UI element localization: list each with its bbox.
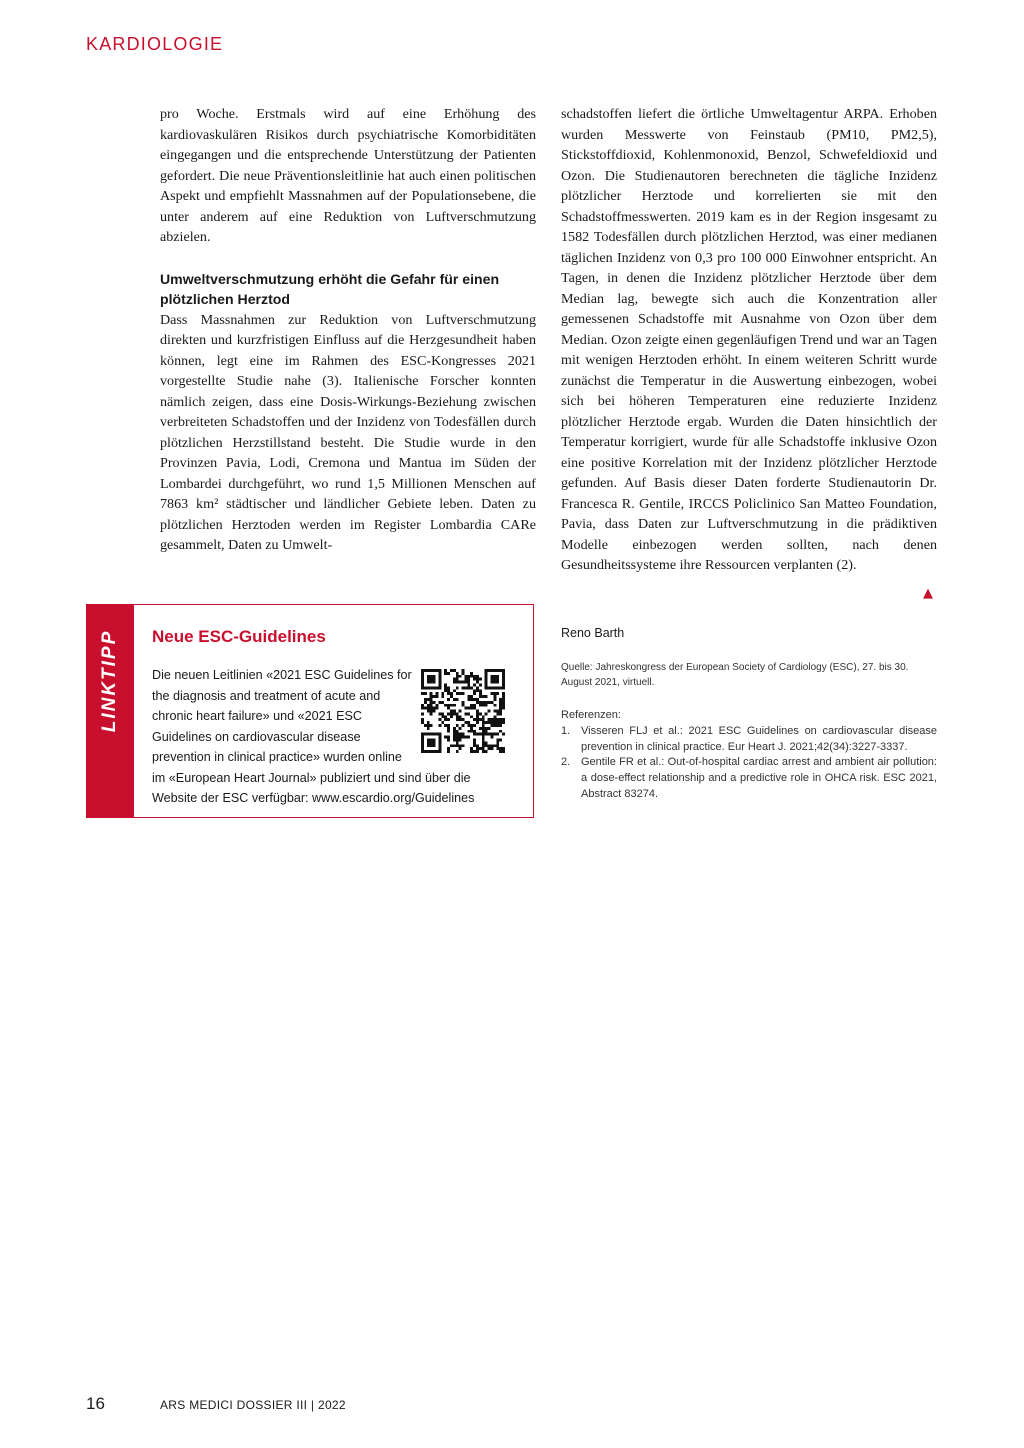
reference-number: 1.	[561, 724, 571, 737]
link-tip-label: LINKTIPP	[99, 629, 120, 733]
body-paragraph: Dass Massnahmen zur Reduktion von Luftverschmutzung direkten und kurzfristigen Einfluss auf die Herzgesundheit haben können, legt eine im Rahmen des ESC-Kongresses 2021 vorgestellte Studie nahe (3). Italienische Forscher konnten nämlich zeigen, dass eine Dosis-Wirkungs-Beziehung zwischen verbreiteten Schadstoffen und der Inzidenz von Todesfällen durch plötzlichen Herzstillstand besteht. Die Studie wurde in den Provinzen Pavia, Lodi, Cremona und Mantua im Süden der Lombardei durchgeführt, wo rund 1,5 Millionen Menschen auf 7863 km² städtischer und ländlicher Gebiete leben. Daten zu plötzlichen Herztoden werden im Register Lombardia CARe gesammelt, Daten zu Umwelt-	[160, 311, 536, 553]
author-name: Reno Barth	[561, 626, 625, 640]
section-header: KARDIOLOGIE	[86, 34, 224, 54]
reference-text: Visseren FLJ et al.: 2021 ESC Guidelines on cardiovascular disease prevention in clinical practice. Eur Heart J. 2021;42(34):3227-3337.	[581, 724, 937, 753]
left-column	[160, 104, 536, 556]
references	[561, 708, 937, 803]
body-paragraph: pro Woche. Erstmals wird auf eine Erhöhung des kardiovaskulären Risikos durch psychiatrische Komorbiditäten eingegangen und die entsprechende Unterstützung der Patienten gefordert. Die neue Präventionsleitlinie hat auch einen politischen Aspekt und empfiehlt Massnahmen auf der Populationsebene, die unter anderem auf eine Reduktion von Luftverschmutzung abzielen.	[160, 106, 536, 245]
references-title: Referenzen:	[561, 709, 621, 721]
link-tip-box	[86, 604, 534, 818]
end-triangle-icon: ▲	[923, 586, 933, 601]
link-tip-text: Die neuen Leitlinien «2021 ESC Guidelines for the diagnosis and treatment of acute and chronic heart failure» und «2021 ESC Guidelines on cardiovascular disease prevention in clinical practice» wurden online im «European Heart Journal» publiziert und sind über die Website der ESC verfügbar: www.escardio.org/Guidelines	[152, 668, 475, 805]
page-number: 16	[86, 1394, 105, 1413]
link-tip-text-block	[152, 665, 517, 809]
reference-item	[561, 724, 937, 756]
link-tip-tab	[87, 605, 134, 817]
reference-item	[561, 755, 937, 802]
journal-footer: ARS MEDICI DOSSIER III | 2022	[160, 1398, 346, 1412]
body-paragraph: schadstoffen liefert die örtliche Umweltagentur ARPA. Erhoben wurden Messwerte von Feinstaub (PM10, PM2,5), Stickstoffdioxid, Kohlenmonoxid, Benzol, Schwefeldioxid und Ozon. Die Studienautoren berechneten die tägliche Inzidenz plötzlicher Herztode und korrelierten sie mit den Schadstoffmesswerten. 2019 kam es in der Region insgesamt zu 1582 Todesfällen durch plötzlichen Herztod, was einer medianen täglichen Inzidenz von 0,3 pro 100 000 Einwohner entspricht. An Tagen, in denen die Inzidenz plötzlicher Herztode über dem Median lag, bewegte sich auch die Konzentration aller gemessenen Schadstoffe mit Ausnahme von Ozon über dem Median. Ozon zeigte einen gegenläufigen Trend und war an Tagen mit wenigen Herztoden erhöht. In einem weiteren Schritt wurde zunächst die Temperatur in die Auswertung einbezogen, wobei sich bei höheren Temperaturen eine reduzierte Inzidenz plötzlicher Herztode ergab. Wurden die Daten hinsichtlich der Temperatur korrigiert, wurde für alle Schadstoffe inklusive Ozon eine positive Korrelation mit der Inzidenz plötzlicher Herztode gefunden. Auf Basis dieser Daten forderte Studienautorin Dr. Francesca R. Gentile, IRCCS Policlinico San Matteo Foundation, Pavia, dass Daten zur Luftverschmutzung in die prädiktiven Modelle einbezogen werden sollten, nach denen Gesundheitssysteme ihre Ressourcen verplanten (2).	[561, 106, 937, 573]
source-note: Quelle: Jahreskongress der European Society of Cardiology (ESC), 27. bis 30. August 2021, virtuell.	[561, 662, 909, 688]
right-column	[561, 104, 937, 576]
section-subheading: Umweltverschmutzung erhöht die Gefahr für einen plötzlichen Herztod	[160, 270, 500, 307]
link-tip-title: Neue ESC-Guidelines	[152, 627, 326, 646]
reference-number: 2.	[561, 756, 571, 769]
qr-code-icon[interactable]	[421, 669, 505, 753]
reference-text: Gentile FR et al.: Out-of-hospital cardiac arrest and ambient air pollution: a dose-effect relationship and a predictive role in OHCA risk. ESC 2021, Abstract 83274.	[581, 756, 937, 800]
